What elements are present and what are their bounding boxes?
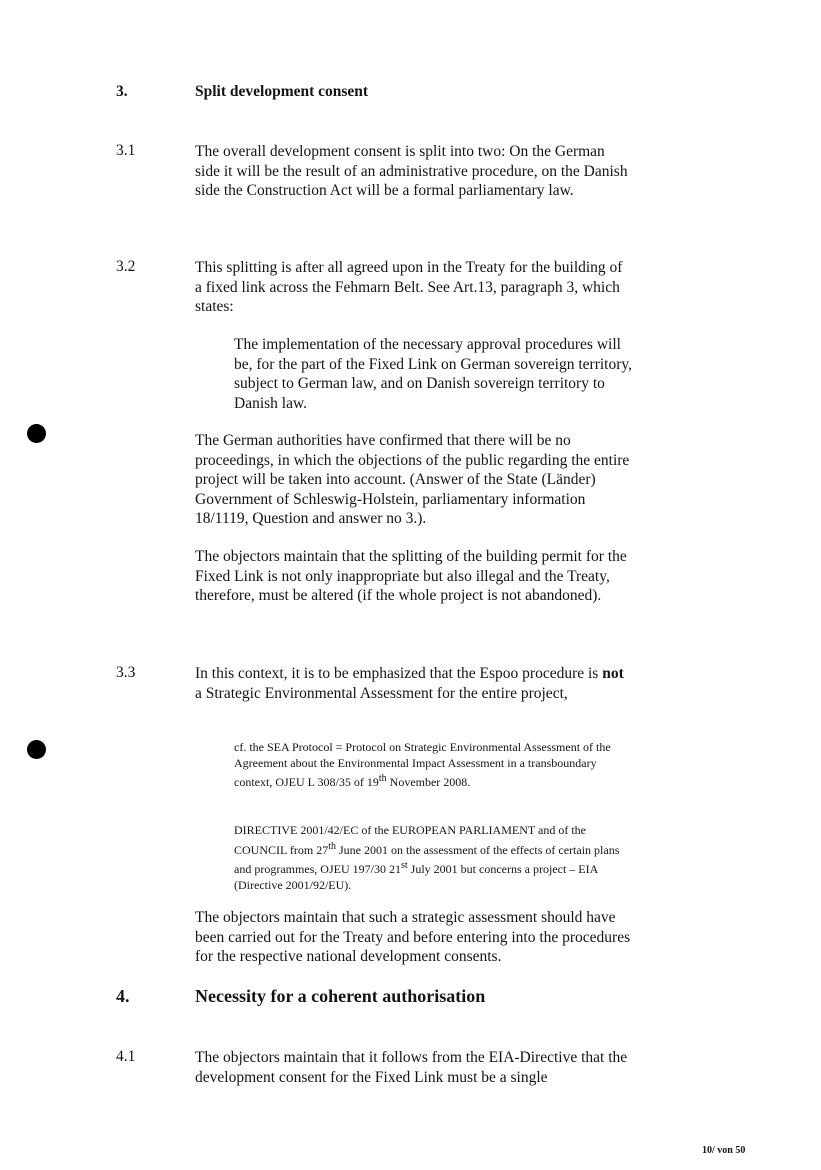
text-run: DIRECTIVE 2001/42/EC of the EUROPEAN PARLIAMENT and of the COUNCIL from 27 [234, 823, 586, 857]
paragraph-text: The overall development consent is split into two: On the German side it will be the result of an administrative procedure, on the Danish side the Construction Act will be a formal parliamentary law. [195, 143, 628, 199]
text-run: November 2008. [386, 775, 471, 789]
punch-hole [27, 740, 46, 759]
reference-note [234, 740, 632, 791]
paragraph-text: This splitting is after all agreed upon in the Treaty for the building of a fixed link across the Fehmarn Belt. See Art.13, paragraph 3, which states: [195, 259, 623, 315]
paragraph-text: The German authorities have confirmed that there will be no proceedings, in which the objections of the public regarding the entire project will be taken into account. (Answer of the State (Länder) Government of Schleswig-Holstein, parliamentary information 18/1119, Question and answer no 3.). [195, 432, 630, 527]
punch-hole [27, 424, 46, 443]
paragraph-text: The objectors maintain that it follows from the EIA-Directive that the development consent for the Fixed Link must be a single [195, 1049, 628, 1086]
reference-note [234, 823, 632, 893]
section-heading: Split development consent [195, 83, 369, 100]
section-number: 4. [116, 986, 130, 1006]
superscript: th [328, 840, 336, 852]
paragraph-number: 4.1 [116, 1048, 136, 1065]
text-run: In this context, it is to be emphasized that the Espoo procedure is [195, 665, 603, 682]
paragraph-text: The objectors maintain that such a strategic assessment should have been carried out for the Treaty and before entering into the procedures for the respective national development consents. [195, 909, 631, 965]
paragraph-text: The objectors maintain that the splitting of the building permit for the Fixed Link is not only inappropriate but also illegal and the Treaty, therefore, must be altered (if the whole project is not abandoned). [195, 548, 627, 604]
section-number: 3. [116, 83, 128, 100]
paragraph-text [195, 664, 633, 703]
page-number: 10/ von 50 [702, 1145, 746, 1156]
emphasis-text: not [602, 665, 624, 682]
text-run: June 2001 on the assessment of the effects of certain plans and programmes, OJEU 197/30 21 [234, 842, 620, 876]
paragraph-number: 3.3 [116, 664, 136, 681]
text-run: cf. the SEA Protocol = Protocol on Strategic Environmental Assessment of the Agreement about the Environmental Impact Assessment in a transboundary context, OJEU L 308/35 of 19 [234, 740, 611, 789]
section-heading: Necessity for a coherent authorisation [195, 986, 486, 1006]
paragraph-number: 3.2 [116, 258, 136, 275]
text-run: a Strategic Environmental Assessment for the entire project, [195, 684, 568, 702]
text-run: July 2001 but concerns a project – EIA (Directive 2001/92/EU). [234, 862, 598, 892]
paragraph-number: 3.1 [116, 142, 136, 159]
superscript: st [400, 860, 408, 871]
superscript: th [378, 773, 387, 784]
treaty-quote: The implementation of the necessary approval procedures will be, for the part of the Fixed Link on German sovereign territory, subject to German law, and on Danish sovereign territory to Danish law. [234, 336, 632, 412]
